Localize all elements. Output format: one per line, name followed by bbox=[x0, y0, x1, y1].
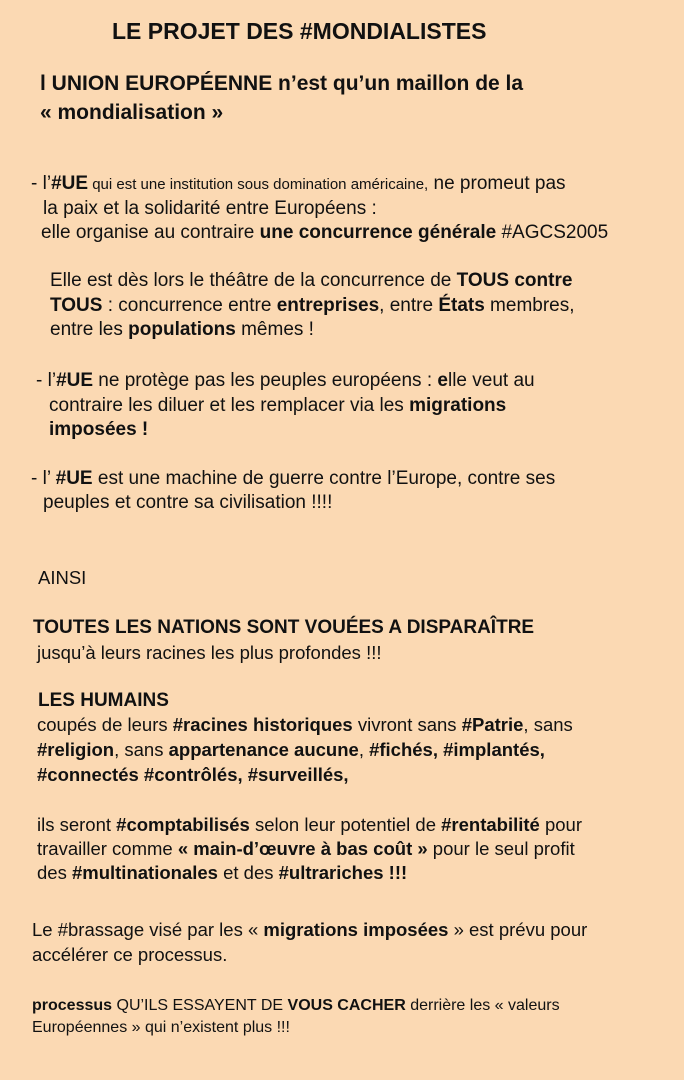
p7-l1a: ils seront bbox=[37, 814, 117, 835]
p3-line-3: imposées ! bbox=[49, 419, 149, 440]
p1-l3b: une concurrence générale bbox=[259, 222, 497, 243]
p2-l3c: mêmes ! bbox=[235, 319, 314, 340]
p2-line-1 bbox=[50, 270, 572, 292]
p3-l2b: migrations bbox=[409, 395, 507, 416]
p2-line-2 bbox=[50, 295, 575, 317]
p7-line-2 bbox=[37, 838, 575, 860]
p2-l2f: membres, bbox=[484, 295, 575, 316]
p1-l3c: #AGCS2005 bbox=[496, 222, 609, 243]
p2-l3b: populations bbox=[128, 319, 236, 340]
p8-line-1 bbox=[32, 919, 587, 941]
p5-line-2: jusqu’à leurs racines les plus profondes !!! bbox=[37, 642, 382, 663]
p6-line-2 bbox=[37, 739, 545, 761]
p6-l1e: , sans bbox=[523, 714, 573, 735]
p1-dash: - l’ bbox=[31, 173, 52, 194]
p3-line-2 bbox=[49, 395, 506, 417]
p7-l1d: #rentabilité bbox=[441, 814, 540, 835]
p9-l1a: processus bbox=[32, 997, 113, 1014]
p7-l3b: #multinationales bbox=[71, 862, 218, 883]
p2-l1b: TOUS contre bbox=[456, 270, 573, 291]
p7-l2c: pour le seul profit bbox=[427, 838, 575, 859]
p8-l1a: Le #brassage visé par les « bbox=[32, 919, 264, 940]
p4-l1c: est une machine de guerre contre l’Europe, contre ses bbox=[92, 468, 556, 489]
p6-l1a: coupés de leurs bbox=[37, 714, 173, 735]
p4-l1b: #UE bbox=[55, 468, 93, 489]
p3-l2a: contraire les diluer et les remplacer via les bbox=[49, 395, 410, 416]
p8-line-2: accélérer ce processus. bbox=[32, 944, 228, 965]
p1-l3a: elle organise au contraire bbox=[41, 222, 260, 243]
p1-line-1 bbox=[31, 173, 566, 195]
p7-l3d: #ultrariches !!! bbox=[278, 862, 408, 883]
p6-line-1 bbox=[37, 714, 573, 736]
p3-l1d: e bbox=[437, 370, 448, 391]
p7-l1e: pour bbox=[539, 814, 583, 835]
p6-l2d: , bbox=[358, 739, 370, 760]
p1-small: qui est une institution sous domination américaine, bbox=[88, 176, 429, 193]
p2-l2a: TOUS bbox=[50, 295, 103, 316]
p6-l2b: , sans bbox=[114, 739, 169, 760]
p2-l1a: Elle est dès lors le théâtre de la concurrence de bbox=[50, 270, 457, 291]
p2-l2d: , entre bbox=[379, 295, 439, 316]
p6-l2a: #religion bbox=[37, 739, 115, 760]
p4-line-1 bbox=[31, 468, 555, 490]
p1-rest: ne promeut pas bbox=[428, 173, 566, 194]
p1-line-3 bbox=[41, 222, 608, 244]
p7-line-3 bbox=[37, 862, 407, 884]
p3-l1a: - l’ bbox=[36, 370, 57, 391]
p6-l1b: #racines historiques bbox=[172, 714, 353, 735]
p6-line-3: #connectés #contrôlés, #surveillés, bbox=[37, 764, 349, 785]
p8-l1c: » est prévu pour bbox=[448, 919, 588, 940]
p6-l1c: vivront sans bbox=[352, 714, 462, 735]
p6-l2e: #fichés, #implantés, bbox=[369, 739, 545, 760]
p9-line-2: Européennes » qui n’existent plus !!! bbox=[32, 1019, 290, 1036]
p3-l1c: ne protège pas les peuples européens : bbox=[93, 370, 438, 391]
p2-l2e: États bbox=[438, 295, 485, 316]
subtitle-line-2: « mondialisation » bbox=[40, 101, 224, 124]
p6-l2c: appartenance aucune bbox=[168, 739, 359, 760]
p2-l2b: : concurrence entre bbox=[102, 295, 277, 316]
p5-line-1: TOUTES LES NATIONS SONT VOUÉES A DISPARAÎTRE bbox=[33, 617, 535, 638]
p1-line-2: la paix et la solidarité entre Européens : bbox=[43, 198, 377, 219]
p7-l1b: #comptabilisés bbox=[116, 814, 250, 835]
p4-l1a: - l’ bbox=[31, 468, 56, 489]
page-title: LE PROJET DES #MONDIALISTES bbox=[112, 18, 487, 44]
p3-l1b: #UE bbox=[56, 370, 94, 391]
p8-l1b: migrations imposées bbox=[263, 919, 449, 940]
p7-l1c: selon leur potentiel de bbox=[249, 814, 442, 835]
p4-line-2: peuples et contre sa civilisation !!!! bbox=[43, 492, 333, 513]
p3-line-1 bbox=[36, 370, 535, 392]
p7-l3a: des bbox=[37, 862, 72, 883]
p2-l3a: entre les bbox=[50, 319, 129, 340]
p2-line-3 bbox=[50, 319, 314, 341]
p7-l3c: et des bbox=[217, 862, 279, 883]
ainsi-label: AINSI bbox=[38, 567, 87, 588]
p6-head: LES HUMAINS bbox=[38, 690, 169, 711]
p7-l2a: travailler comme bbox=[37, 838, 178, 859]
p9-line-1 bbox=[32, 997, 560, 1015]
p9-l1d: derrière les « valeurs bbox=[405, 997, 560, 1014]
p6-l1d: #Patrie bbox=[461, 714, 524, 735]
p1-ue: #UE bbox=[51, 173, 89, 194]
p9-l1c: VOUS CACHER bbox=[287, 997, 406, 1014]
p7-line-1 bbox=[37, 814, 582, 836]
p2-l2c: entreprises bbox=[276, 295, 380, 316]
p9-l1b: QU’ILS ESSAYENT DE bbox=[112, 997, 288, 1014]
subtitle-line-1: l UNION EUROPÉENNE n’est qu’un maillon de la bbox=[40, 72, 524, 95]
p3-l1e: lle veut au bbox=[447, 370, 535, 391]
p7-l2b: « main-d’œuvre à bas coût » bbox=[177, 838, 428, 859]
